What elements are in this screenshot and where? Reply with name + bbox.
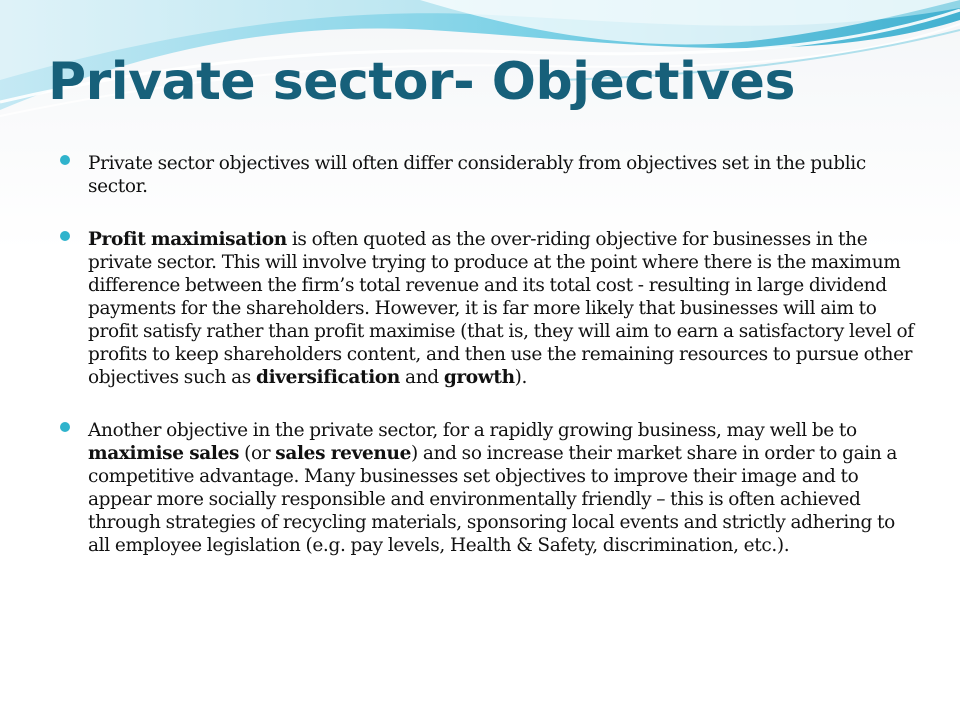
bullet-text: Private sector objectives will often differ considerably from objectives set in the public sector. [88,153,866,197]
bullet-text: and [400,367,444,388]
bullet-bold-text: maximise sales [88,443,240,464]
bullet-item [60,419,920,557]
bullet-bold-text: sales revenue [275,443,412,464]
bullet-text: (or [239,443,276,464]
bullet-text: ). [514,367,528,388]
bullet-text: ) and so increase their market share in order to gain a competitive advantage. Many businesses set objectives to improve their image and to appear more socially responsible and environmentally friendly – this is often achieved through strategies of recycling materials, sponsoring local events and strictly adhering to all employee legislation (e.g. pay levels, Health & Safety, discrimination, etc.). [88,443,898,556]
slide-title: Private sector- Objectives [48,52,795,112]
bullet-bold-text: diversification [255,367,401,388]
bullet-dot-icon [60,231,70,241]
bullet-bold-text: Profit maximisation [88,229,287,250]
bullet-dot-icon [60,422,70,432]
bullet-dot-icon [60,155,70,165]
bullet-item [60,152,920,198]
bullet-list [60,152,920,557]
bullet-item [60,228,920,389]
bullet-text: is often quoted as the over-riding objective for businesses in the private sector. This will involve trying to produce at the point where there is the maximum difference between the firm’s total revenue and its total cost - resulting in large dividend payments for the shareholders. However, it is far more likely that businesses will aim to profit satisfy rather than profit maximise (that is, they will aim to earn a satisfactory level of profits to keep shareholders content, and then use the remaining resources to pursue other objectives such as [88,229,914,388]
bullet-text: Another objective in the private sector, for a rapidly growing business, may well be to [88,420,857,441]
bullet-bold-text: growth [443,367,515,388]
